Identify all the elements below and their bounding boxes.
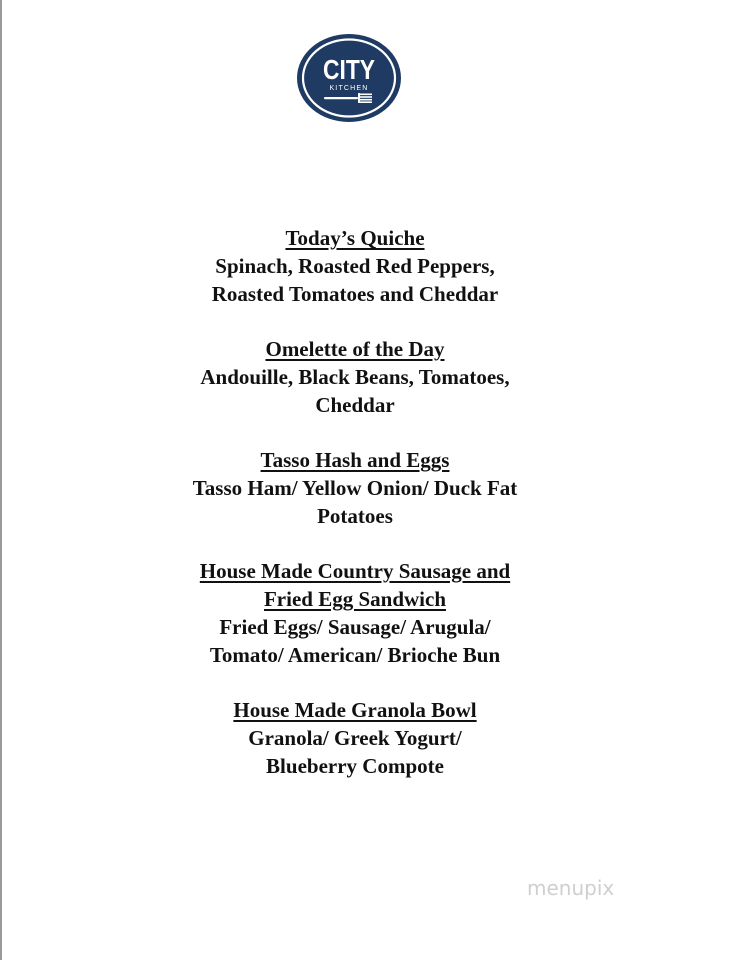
menu-item-quiche [0,224,710,308]
logo-subtitle: KITCHEN [329,85,369,92]
item-description: Granola/ Greek Yogurt/ [248,726,462,750]
item-description: Andouille, Black Beans, Tomatoes, [200,365,510,389]
item-title: House Made Country Sausage and [199,559,511,583]
item-description: Tomato/ American/ Brioche Bun [209,643,501,667]
item-title: Omelette of the Day [265,337,445,361]
city-kitchen-logo [296,33,402,123]
logo-name: CITY [323,54,376,85]
menupix-watermark: menupix [527,876,615,900]
item-title: House Made Granola Bowl [233,698,477,722]
item-description: Potatoes [317,504,393,528]
item-title: Today’s Quiche [285,226,425,250]
menu-item-omelette [0,335,710,419]
item-description: Roasted Tomatoes and Cheddar [211,282,499,306]
menu-list [0,224,710,807]
menu-item-tasso-hash [0,446,710,530]
item-title: Tasso Hash and Eggs [260,448,450,472]
menu-item-granola-bowl [0,696,710,780]
item-description: Spinach, Roasted Red Peppers, [215,254,495,278]
item-description: Fried Eggs/ Sausage/ Arugula/ [219,615,491,639]
item-description: Tasso Ham/ Yellow Onion/ Duck Fat [192,476,518,500]
item-description: Cheddar [315,393,395,417]
menu-item-sausage-sandwich [0,557,710,669]
item-title: Fried Egg Sandwich [263,587,447,611]
item-description: Blueberry Compote [266,754,444,778]
